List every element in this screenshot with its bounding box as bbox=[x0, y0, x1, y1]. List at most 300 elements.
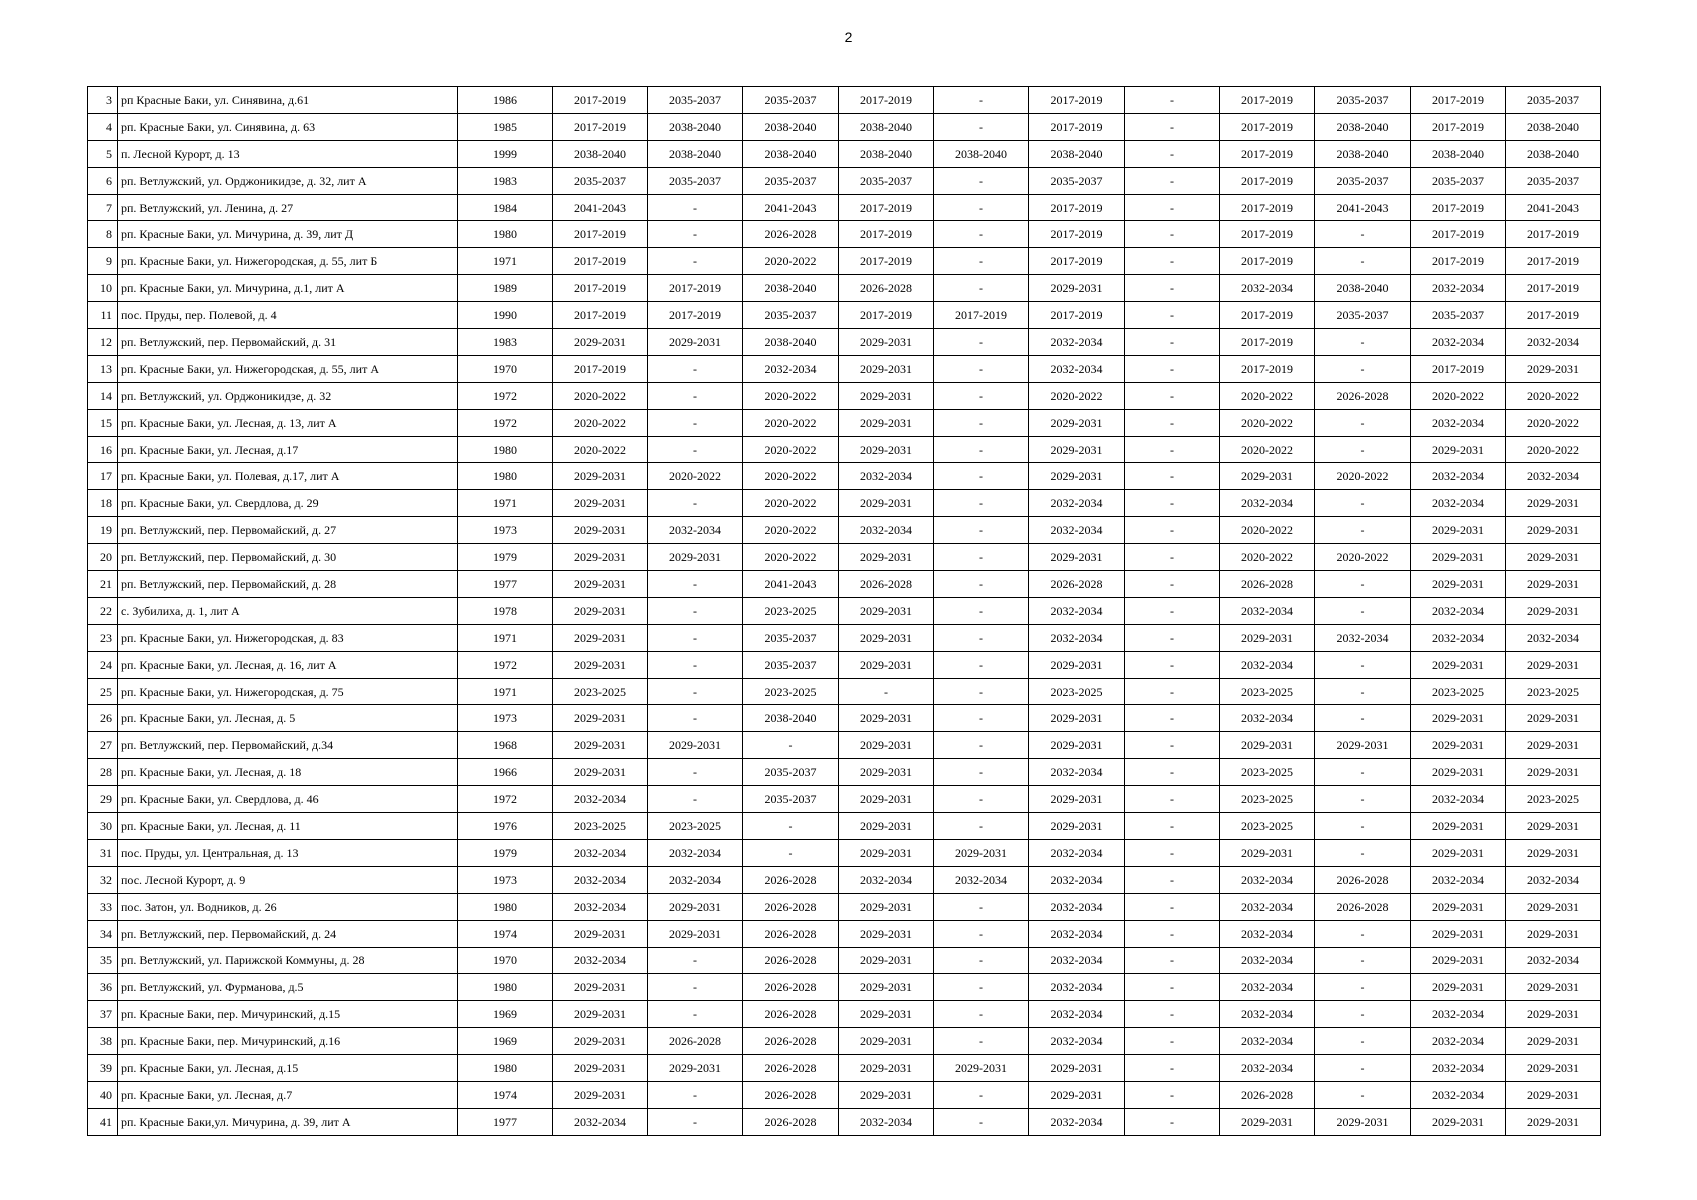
cell-year-built: 1990 bbox=[458, 302, 553, 329]
cell-row-number: 16 bbox=[88, 436, 118, 463]
cell-period-8: 2017-2019 bbox=[1220, 167, 1315, 194]
cell-period-6: 2029-2031 bbox=[1029, 1055, 1125, 1082]
cell-period-2: 2035-2037 bbox=[648, 167, 743, 194]
cell-period-4: 2026-2028 bbox=[839, 275, 934, 302]
cell-period-3: 2035-2037 bbox=[743, 759, 839, 786]
cell-row-number: 15 bbox=[88, 409, 118, 436]
cell-period-4: 2029-2031 bbox=[839, 813, 934, 840]
cell-period-1: 2032-2034 bbox=[553, 786, 648, 813]
cell-period-10: 2017-2019 bbox=[1411, 248, 1506, 275]
cell-period-1: 2017-2019 bbox=[553, 221, 648, 248]
cell-period-1: 2029-2031 bbox=[553, 651, 648, 678]
cell-period-11: 2035-2037 bbox=[1506, 87, 1601, 114]
cell-period-5: - bbox=[934, 651, 1029, 678]
cell-period-5: - bbox=[934, 920, 1029, 947]
cell-period-2: - bbox=[648, 1108, 743, 1135]
cell-period-10: 2029-2031 bbox=[1411, 571, 1506, 598]
cell-period-2: 2032-2034 bbox=[648, 866, 743, 893]
cell-period-2: - bbox=[648, 974, 743, 1001]
cell-period-6: 2023-2025 bbox=[1029, 678, 1125, 705]
cell-period-7: - bbox=[1125, 544, 1220, 571]
table-row bbox=[88, 974, 1601, 1001]
cell-row-number: 24 bbox=[88, 651, 118, 678]
cell-period-2: 2029-2031 bbox=[648, 732, 743, 759]
cell-period-5: - bbox=[934, 813, 1029, 840]
cell-period-10: 2032-2034 bbox=[1411, 409, 1506, 436]
cell-period-4: 2029-2031 bbox=[839, 490, 934, 517]
cell-period-4: 2029-2031 bbox=[839, 436, 934, 463]
cell-period-5: - bbox=[934, 382, 1029, 409]
cell-period-9: 2038-2040 bbox=[1315, 113, 1411, 140]
cell-period-3: 2020-2022 bbox=[743, 490, 839, 517]
table-row bbox=[88, 1055, 1601, 1082]
cell-year-built: 1973 bbox=[458, 517, 553, 544]
cell-period-2: - bbox=[648, 786, 743, 813]
cell-period-5: - bbox=[934, 786, 1029, 813]
cell-period-4: 2029-2031 bbox=[839, 759, 934, 786]
cell-period-11: 2017-2019 bbox=[1506, 221, 1601, 248]
cell-year-built: 1969 bbox=[458, 1001, 553, 1028]
cell-period-8: 2032-2034 bbox=[1220, 651, 1315, 678]
cell-address: рп. Красные Баки, ул. Нижегородская, д. 55, лит Б bbox=[118, 248, 458, 275]
cell-period-5: - bbox=[934, 463, 1029, 490]
cell-year-built: 1966 bbox=[458, 759, 553, 786]
cell-period-11: 2029-2031 bbox=[1506, 544, 1601, 571]
cell-period-2: - bbox=[648, 355, 743, 382]
cell-address: рп. Ветлужский, пер. Первомайский, д. 30 bbox=[118, 544, 458, 571]
cell-period-4: 2017-2019 bbox=[839, 248, 934, 275]
cell-year-built: 1983 bbox=[458, 329, 553, 356]
cell-period-10: 2029-2031 bbox=[1411, 920, 1506, 947]
cell-period-7: - bbox=[1125, 463, 1220, 490]
cell-period-7: - bbox=[1125, 382, 1220, 409]
cell-year-built: 1977 bbox=[458, 1108, 553, 1135]
cell-period-3: 2026-2028 bbox=[743, 866, 839, 893]
cell-period-10: 2023-2025 bbox=[1411, 678, 1506, 705]
cell-period-8: 2017-2019 bbox=[1220, 248, 1315, 275]
cell-period-8: 2020-2022 bbox=[1220, 382, 1315, 409]
cell-period-10: 2038-2040 bbox=[1411, 140, 1506, 167]
table-row bbox=[88, 436, 1601, 463]
cell-period-2: 2029-2031 bbox=[648, 544, 743, 571]
cell-period-11: 2032-2034 bbox=[1506, 866, 1601, 893]
cell-period-9: - bbox=[1315, 409, 1411, 436]
cell-period-8: 2032-2034 bbox=[1220, 866, 1315, 893]
cell-period-4: 2029-2031 bbox=[839, 382, 934, 409]
cell-period-7: - bbox=[1125, 194, 1220, 221]
cell-row-number: 9 bbox=[88, 248, 118, 275]
cell-period-11: 2035-2037 bbox=[1506, 167, 1601, 194]
cell-period-6: 2032-2034 bbox=[1029, 490, 1125, 517]
cell-period-3: 2026-2028 bbox=[743, 1081, 839, 1108]
cell-period-9: - bbox=[1315, 490, 1411, 517]
table-row bbox=[88, 113, 1601, 140]
cell-period-4: 2029-2031 bbox=[839, 705, 934, 732]
cell-year-built: 1971 bbox=[458, 624, 553, 651]
cell-period-8: 2026-2028 bbox=[1220, 1081, 1315, 1108]
cell-period-2: - bbox=[648, 194, 743, 221]
cell-year-built: 1972 bbox=[458, 382, 553, 409]
cell-period-7: - bbox=[1125, 409, 1220, 436]
cell-period-11: 2017-2019 bbox=[1506, 275, 1601, 302]
cell-address: рп. Красные Баки, ул. Лесная, д. 16, лит А bbox=[118, 651, 458, 678]
cell-row-number: 28 bbox=[88, 759, 118, 786]
cell-period-1: 2029-2031 bbox=[553, 624, 648, 651]
cell-address: рп. Красные Баки, пер. Мичуринский, д.15 bbox=[118, 1001, 458, 1028]
cell-period-6: 2032-2034 bbox=[1029, 517, 1125, 544]
cell-period-2: - bbox=[648, 221, 743, 248]
cell-period-10: 2017-2019 bbox=[1411, 194, 1506, 221]
cell-period-4: 2029-2031 bbox=[839, 786, 934, 813]
cell-period-5: - bbox=[934, 87, 1029, 114]
cell-period-11: 2029-2031 bbox=[1506, 839, 1601, 866]
cell-row-number: 40 bbox=[88, 1081, 118, 1108]
cell-year-built: 1983 bbox=[458, 167, 553, 194]
cell-address: рп. Ветлужский, ул. Орджоникидзе, д. 32, лит А bbox=[118, 167, 458, 194]
cell-year-built: 1999 bbox=[458, 140, 553, 167]
cell-period-9: - bbox=[1315, 705, 1411, 732]
cell-address: рп. Красные Баки, ул. Лесная, д. 18 bbox=[118, 759, 458, 786]
cell-period-5: - bbox=[934, 1001, 1029, 1028]
cell-period-7: - bbox=[1125, 221, 1220, 248]
table-row bbox=[88, 167, 1601, 194]
cell-period-4: 2038-2040 bbox=[839, 113, 934, 140]
cell-period-2: - bbox=[648, 571, 743, 598]
cell-row-number: 29 bbox=[88, 786, 118, 813]
table-row bbox=[88, 275, 1601, 302]
cell-address: рп. Красные Баки, ул. Нижегородская, д. 75 bbox=[118, 678, 458, 705]
cell-period-5: - bbox=[934, 678, 1029, 705]
cell-period-7: - bbox=[1125, 140, 1220, 167]
cell-period-10: 2032-2034 bbox=[1411, 786, 1506, 813]
cell-year-built: 1980 bbox=[458, 436, 553, 463]
cell-period-9: - bbox=[1315, 974, 1411, 1001]
cell-period-10: 2029-2031 bbox=[1411, 974, 1506, 1001]
cell-period-2: 2029-2031 bbox=[648, 920, 743, 947]
cell-row-number: 20 bbox=[88, 544, 118, 571]
cell-period-1: 2020-2022 bbox=[553, 436, 648, 463]
table-row bbox=[88, 839, 1601, 866]
cell-period-1: 2023-2025 bbox=[553, 678, 648, 705]
cell-period-9: - bbox=[1315, 221, 1411, 248]
cell-period-6: 2017-2019 bbox=[1029, 302, 1125, 329]
cell-year-built: 1977 bbox=[458, 571, 553, 598]
cell-period-2: 2032-2034 bbox=[648, 517, 743, 544]
cell-period-4: 2029-2031 bbox=[839, 893, 934, 920]
table-row bbox=[88, 355, 1601, 382]
cell-period-10: 2032-2034 bbox=[1411, 1028, 1506, 1055]
cell-year-built: 1974 bbox=[458, 1081, 553, 1108]
cell-period-3: 2035-2037 bbox=[743, 624, 839, 651]
cell-period-4: 2032-2034 bbox=[839, 1108, 934, 1135]
cell-period-2: - bbox=[648, 597, 743, 624]
cell-period-6: 2032-2034 bbox=[1029, 1108, 1125, 1135]
cell-address: пос. Лесной Курорт, д. 9 bbox=[118, 866, 458, 893]
cell-period-2: - bbox=[648, 436, 743, 463]
cell-period-9: - bbox=[1315, 813, 1411, 840]
cell-period-8: 2032-2034 bbox=[1220, 705, 1315, 732]
cell-period-6: 2032-2034 bbox=[1029, 759, 1125, 786]
cell-period-11: 2023-2025 bbox=[1506, 678, 1601, 705]
cell-year-built: 1978 bbox=[458, 597, 553, 624]
cell-period-3: 2026-2028 bbox=[743, 974, 839, 1001]
cell-period-11: 2029-2031 bbox=[1506, 1108, 1601, 1135]
cell-period-6: 2032-2034 bbox=[1029, 920, 1125, 947]
cell-period-3: 2035-2037 bbox=[743, 786, 839, 813]
cell-period-1: 2032-2034 bbox=[553, 1108, 648, 1135]
cell-period-6: 2017-2019 bbox=[1029, 248, 1125, 275]
cell-period-11: 2029-2031 bbox=[1506, 517, 1601, 544]
cell-period-11: 2029-2031 bbox=[1506, 759, 1601, 786]
cell-period-3: 2026-2028 bbox=[743, 947, 839, 974]
cell-row-number: 23 bbox=[88, 624, 118, 651]
cell-period-1: 2029-2031 bbox=[553, 1028, 648, 1055]
cell-period-5: - bbox=[934, 329, 1029, 356]
cell-row-number: 41 bbox=[88, 1108, 118, 1135]
cell-period-3: 2026-2028 bbox=[743, 920, 839, 947]
cell-period-6: 2038-2040 bbox=[1029, 140, 1125, 167]
cell-period-4: 2029-2031 bbox=[839, 355, 934, 382]
cell-row-number: 19 bbox=[88, 517, 118, 544]
cell-address: рп. Ветлужский, ул. Орджоникидзе, д. 32 bbox=[118, 382, 458, 409]
table-row bbox=[88, 194, 1601, 221]
cell-period-8: 2017-2019 bbox=[1220, 194, 1315, 221]
table-row bbox=[88, 490, 1601, 517]
cell-period-1: 2032-2034 bbox=[553, 839, 648, 866]
cell-period-2: - bbox=[648, 248, 743, 275]
cell-period-2: 2017-2019 bbox=[648, 302, 743, 329]
cell-period-5: - bbox=[934, 732, 1029, 759]
cell-year-built: 1974 bbox=[458, 920, 553, 947]
cell-period-2: 2023-2025 bbox=[648, 813, 743, 840]
cell-period-2: 2020-2022 bbox=[648, 463, 743, 490]
cell-period-7: - bbox=[1125, 113, 1220, 140]
cell-period-8: 2029-2031 bbox=[1220, 732, 1315, 759]
cell-period-3: 2038-2040 bbox=[743, 275, 839, 302]
cell-period-10: 2035-2037 bbox=[1411, 302, 1506, 329]
cell-address: рп. Ветлужский, ул. Парижской Коммуны, д. 28 bbox=[118, 947, 458, 974]
cell-period-11: 2032-2034 bbox=[1506, 624, 1601, 651]
table-row bbox=[88, 866, 1601, 893]
table-row bbox=[88, 463, 1601, 490]
cell-period-6: 2017-2019 bbox=[1029, 221, 1125, 248]
cell-row-number: 11 bbox=[88, 302, 118, 329]
cell-period-7: - bbox=[1125, 974, 1220, 1001]
cell-period-2: 2038-2040 bbox=[648, 140, 743, 167]
cell-period-7: - bbox=[1125, 302, 1220, 329]
cell-period-8: 2032-2034 bbox=[1220, 893, 1315, 920]
cell-address: рп. Красные Баки, ул. Лесная, д.17 bbox=[118, 436, 458, 463]
cell-period-5: - bbox=[934, 597, 1029, 624]
cell-row-number: 8 bbox=[88, 221, 118, 248]
cell-row-number: 25 bbox=[88, 678, 118, 705]
cell-period-9: 2026-2028 bbox=[1315, 866, 1411, 893]
cell-period-2: - bbox=[648, 624, 743, 651]
cell-year-built: 1984 bbox=[458, 194, 553, 221]
cell-year-built: 1970 bbox=[458, 355, 553, 382]
cell-address: рп. Красные Баки, ул. Мичурина, д. 39, лит Д bbox=[118, 221, 458, 248]
cell-row-number: 26 bbox=[88, 705, 118, 732]
cell-period-8: 2020-2022 bbox=[1220, 436, 1315, 463]
cell-period-1: 2038-2040 bbox=[553, 140, 648, 167]
cell-period-1: 2020-2022 bbox=[553, 409, 648, 436]
cell-period-3: 2023-2025 bbox=[743, 678, 839, 705]
table-row bbox=[88, 409, 1601, 436]
cell-year-built: 1968 bbox=[458, 732, 553, 759]
cell-period-5: - bbox=[934, 1108, 1029, 1135]
cell-period-6: 2029-2031 bbox=[1029, 275, 1125, 302]
cell-period-9: - bbox=[1315, 759, 1411, 786]
cell-period-7: - bbox=[1125, 1001, 1220, 1028]
cell-period-9: 2038-2040 bbox=[1315, 275, 1411, 302]
cell-period-9: - bbox=[1315, 1028, 1411, 1055]
cell-period-2: 2032-2034 bbox=[648, 839, 743, 866]
cell-period-2: - bbox=[648, 705, 743, 732]
cell-period-3: - bbox=[743, 732, 839, 759]
cell-period-5: 2038-2040 bbox=[934, 140, 1029, 167]
cell-period-8: 2023-2025 bbox=[1220, 678, 1315, 705]
cell-period-9: - bbox=[1315, 517, 1411, 544]
table-row bbox=[88, 1001, 1601, 1028]
cell-period-7: - bbox=[1125, 839, 1220, 866]
table-row bbox=[88, 302, 1601, 329]
cell-period-5: 2032-2034 bbox=[934, 866, 1029, 893]
cell-period-9: - bbox=[1315, 1055, 1411, 1082]
cell-row-number: 39 bbox=[88, 1055, 118, 1082]
cell-period-11: 2029-2031 bbox=[1506, 732, 1601, 759]
cell-period-11: 2029-2031 bbox=[1506, 1055, 1601, 1082]
cell-period-1: 2035-2037 bbox=[553, 167, 648, 194]
cell-address: рп. Красные Баки, ул. Лесная, д. 5 bbox=[118, 705, 458, 732]
cell-address: пос. Пруды, пер. Полевой, д. 4 bbox=[118, 302, 458, 329]
cell-period-4: 2029-2031 bbox=[839, 544, 934, 571]
cell-address: рп. Ветлужский, ул. Фурманова, д.5 bbox=[118, 974, 458, 1001]
cell-row-number: 12 bbox=[88, 329, 118, 356]
cell-period-1: 2023-2025 bbox=[553, 813, 648, 840]
cell-period-10: 2032-2034 bbox=[1411, 329, 1506, 356]
cell-period-2: - bbox=[648, 1001, 743, 1028]
cell-period-1: 2017-2019 bbox=[553, 248, 648, 275]
cell-period-6: 2029-2031 bbox=[1029, 705, 1125, 732]
cell-address: рп. Красные Баки, пер. Мичуринский, д.16 bbox=[118, 1028, 458, 1055]
cell-row-number: 13 bbox=[88, 355, 118, 382]
cell-period-7: - bbox=[1125, 759, 1220, 786]
cell-period-9: 2029-2031 bbox=[1315, 1108, 1411, 1135]
cell-period-4: 2017-2019 bbox=[839, 194, 934, 221]
cell-period-10: 2029-2031 bbox=[1411, 1108, 1506, 1135]
cell-year-built: 1976 bbox=[458, 813, 553, 840]
cell-period-2: - bbox=[648, 490, 743, 517]
cell-row-number: 6 bbox=[88, 167, 118, 194]
cell-row-number: 27 bbox=[88, 732, 118, 759]
cell-period-11: 2020-2022 bbox=[1506, 436, 1601, 463]
cell-period-4: 2029-2031 bbox=[839, 409, 934, 436]
cell-period-4: 2029-2031 bbox=[839, 329, 934, 356]
cell-period-4: 2029-2031 bbox=[839, 839, 934, 866]
cell-period-3: 2035-2037 bbox=[743, 651, 839, 678]
cell-period-4: 2026-2028 bbox=[839, 571, 934, 598]
cell-period-8: 2032-2034 bbox=[1220, 920, 1315, 947]
cell-year-built: 1972 bbox=[458, 409, 553, 436]
cell-period-11: 2020-2022 bbox=[1506, 409, 1601, 436]
cell-period-6: 2035-2037 bbox=[1029, 167, 1125, 194]
cell-period-7: - bbox=[1125, 87, 1220, 114]
cell-period-7: - bbox=[1125, 947, 1220, 974]
cell-row-number: 5 bbox=[88, 140, 118, 167]
cell-period-8: 2029-2031 bbox=[1220, 839, 1315, 866]
cell-year-built: 1970 bbox=[458, 947, 553, 974]
table-row bbox=[88, 544, 1601, 571]
cell-period-3: 2038-2040 bbox=[743, 329, 839, 356]
table-row bbox=[88, 87, 1601, 114]
cell-period-1: 2029-2031 bbox=[553, 571, 648, 598]
cell-period-9: - bbox=[1315, 597, 1411, 624]
table-row bbox=[88, 678, 1601, 705]
cell-period-10: 2032-2034 bbox=[1411, 1001, 1506, 1028]
cell-address: рп. Красные Баки, ул. Мичурина, д.1, лит А bbox=[118, 275, 458, 302]
cell-period-1: 2017-2019 bbox=[553, 113, 648, 140]
cell-period-8: 2017-2019 bbox=[1220, 221, 1315, 248]
cell-period-10: 2020-2022 bbox=[1411, 382, 1506, 409]
cell-period-9: - bbox=[1315, 920, 1411, 947]
cell-period-7: - bbox=[1125, 571, 1220, 598]
cell-period-1: 2017-2019 bbox=[553, 275, 648, 302]
cell-period-7: - bbox=[1125, 248, 1220, 275]
cell-period-3: 2026-2028 bbox=[743, 1028, 839, 1055]
table-row bbox=[88, 1028, 1601, 1055]
cell-period-9: - bbox=[1315, 329, 1411, 356]
cell-period-1: 2029-2031 bbox=[553, 1001, 648, 1028]
cell-period-4: 2017-2019 bbox=[839, 302, 934, 329]
cell-period-4: - bbox=[839, 678, 934, 705]
cell-period-3: 2038-2040 bbox=[743, 140, 839, 167]
cell-period-6: 2032-2034 bbox=[1029, 893, 1125, 920]
cell-period-6: 2032-2034 bbox=[1029, 839, 1125, 866]
cell-period-1: 2017-2019 bbox=[553, 302, 648, 329]
cell-period-6: 2032-2034 bbox=[1029, 329, 1125, 356]
cell-period-10: 2032-2034 bbox=[1411, 1081, 1506, 1108]
cell-period-2: 2029-2031 bbox=[648, 329, 743, 356]
cell-period-2: 2035-2037 bbox=[648, 87, 743, 114]
cell-period-4: 2032-2034 bbox=[839, 866, 934, 893]
cell-period-4: 2029-2031 bbox=[839, 624, 934, 651]
cell-period-3: 2035-2037 bbox=[743, 302, 839, 329]
cell-period-6: 2029-2031 bbox=[1029, 651, 1125, 678]
cell-period-3: 2041-2043 bbox=[743, 571, 839, 598]
cell-period-5: - bbox=[934, 113, 1029, 140]
cell-address: рп. Красные Баки, ул. Лесная, д.7 bbox=[118, 1081, 458, 1108]
cell-period-1: 2029-2031 bbox=[553, 490, 648, 517]
cell-period-5: - bbox=[934, 167, 1029, 194]
cell-period-6: 2026-2028 bbox=[1029, 571, 1125, 598]
cell-period-2: 2017-2019 bbox=[648, 275, 743, 302]
cell-period-5: - bbox=[934, 194, 1029, 221]
cell-period-8: 2017-2019 bbox=[1220, 140, 1315, 167]
cell-period-11: 2029-2031 bbox=[1506, 974, 1601, 1001]
cell-period-10: 2029-2031 bbox=[1411, 759, 1506, 786]
table-row bbox=[88, 786, 1601, 813]
cell-period-2: - bbox=[648, 759, 743, 786]
cell-period-9: 2035-2037 bbox=[1315, 87, 1411, 114]
cell-period-3: 2032-2034 bbox=[743, 355, 839, 382]
cell-period-1: 2032-2034 bbox=[553, 866, 648, 893]
cell-address: рп. Красные Баки, ул. Лесная, д. 11 bbox=[118, 813, 458, 840]
cell-period-8: 2017-2019 bbox=[1220, 355, 1315, 382]
cell-period-4: 2029-2031 bbox=[839, 1055, 934, 1082]
table-row bbox=[88, 221, 1601, 248]
cell-period-6: 2029-2031 bbox=[1029, 436, 1125, 463]
cell-period-7: - bbox=[1125, 1055, 1220, 1082]
